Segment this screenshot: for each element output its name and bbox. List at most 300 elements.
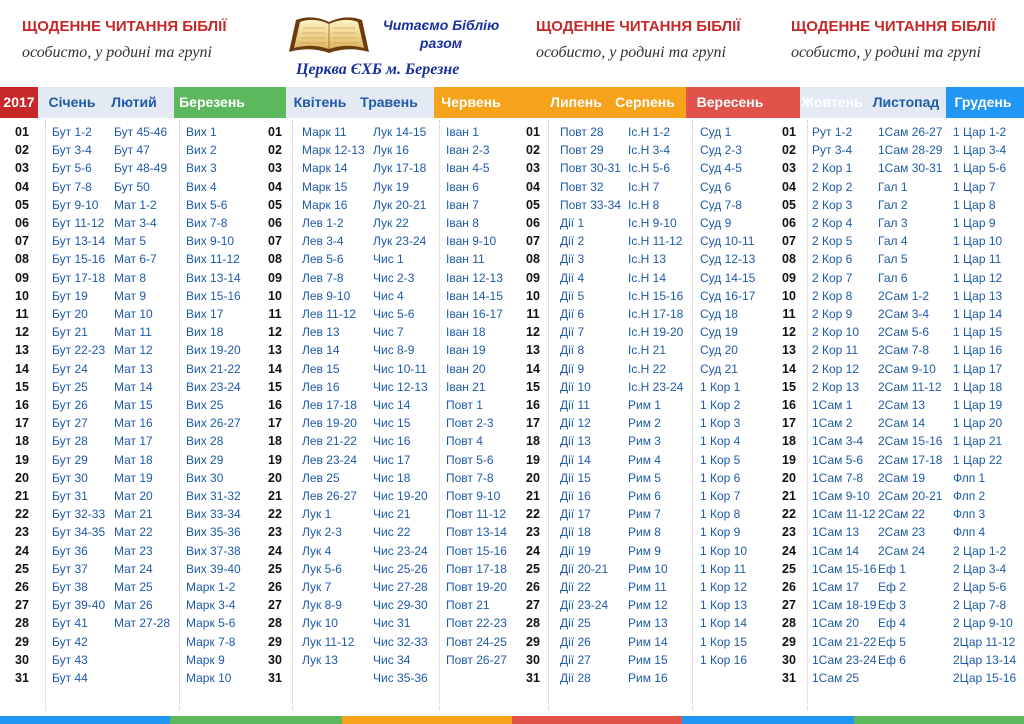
reading-cell: Дії 22 <box>560 580 591 594</box>
reading-cell: Суд 7-8 <box>700 197 742 212</box>
day-number: 14 <box>15 361 29 376</box>
reading-cell: 1 Кор 15 <box>700 634 748 649</box>
reading-cell: Іс.Н 7 <box>628 179 660 194</box>
day-number: 09 <box>526 270 540 285</box>
day-number: 28 <box>782 616 796 631</box>
month-label: Грудень <box>954 94 1012 110</box>
reading-cell: 1Сам 3-4 <box>812 434 864 449</box>
reading-cell: Дії 9 <box>560 361 585 376</box>
reading-cell: Повт 28 <box>560 125 604 139</box>
reading-cell: Мат 14 <box>114 379 153 394</box>
reading-cell: Рим 14 <box>628 634 668 649</box>
day-number: 12 <box>15 325 29 340</box>
day-number: 04 <box>15 179 29 194</box>
reading-cell: 1 Цар 8 <box>953 197 996 212</box>
reading-cell: 1Сам 21-22 <box>812 634 877 649</box>
day-number: 01 <box>268 125 282 139</box>
reading-cell: Суд 12-13 <box>700 252 756 267</box>
reading-cell: 1Сам 5-6 <box>812 452 864 467</box>
reading-cell: Суд 16-17 <box>700 288 756 303</box>
reading-cell: Лук 8-9 <box>302 598 342 613</box>
reading-cell: Бут 32-33 <box>52 507 106 522</box>
day-number: 16 <box>526 398 540 412</box>
reading-cell: Суд 1 <box>700 125 732 139</box>
day-number: 25 <box>15 561 29 576</box>
day-number: 05 <box>782 197 796 212</box>
reading-cell: Дії 12 <box>560 416 591 431</box>
month-label: Листопад <box>872 94 940 110</box>
day-number: 17 <box>15 416 29 431</box>
reading-cell: Дії 11 <box>560 398 590 412</box>
reading-cell: Мат 19 <box>114 470 153 485</box>
day-number: 20 <box>15 470 29 485</box>
column-divider <box>548 120 549 710</box>
day-number: 04 <box>526 179 540 194</box>
reading-cell: 1 Цар 14 <box>953 307 1003 321</box>
motto <box>372 16 510 52</box>
reading-cell: Повт 24-25 <box>446 634 507 649</box>
reading-cell: Чис 16 <box>373 434 411 449</box>
reading-cell: 2 Кор 6 <box>812 252 853 267</box>
reading-cell: 1 Кор 5 <box>700 452 741 467</box>
reading-cell: 2Сам 23 <box>878 525 926 540</box>
reading-cell: 1Сам 13 <box>812 525 860 540</box>
reading-cell: Бут 25 <box>52 379 88 394</box>
reading-cell: Повт 4 <box>446 434 483 449</box>
day-number: 04 <box>268 179 282 194</box>
day-number: 31 <box>526 671 540 685</box>
reading-cell: Повт 33-34 <box>560 197 621 212</box>
reading-cell: 1Сам 17 <box>812 580 860 594</box>
reading-cell: Вих 28 <box>186 434 224 449</box>
reading-cell: 1 Кор 8 <box>700 507 741 522</box>
reading-cell: Іван 21 <box>446 379 486 394</box>
reading-cell: Вих 37-38 <box>186 543 241 558</box>
day-number: 16 <box>268 398 282 412</box>
reading-cell: 2Сам 14 <box>878 416 926 431</box>
reading-cell: Повт 17-18 <box>446 561 507 576</box>
reading-cell: Мат 8 <box>114 270 147 285</box>
reading-cell: Лев 23-24 <box>302 452 357 467</box>
reading-cell: Вих 9-10 <box>186 234 235 249</box>
reading-cell: Гал 2 <box>878 197 908 212</box>
reading-cell: Чис 32-33 <box>373 634 428 649</box>
reading-cell: 2 Кор 13 <box>812 379 860 394</box>
month-label: Серпень <box>615 94 675 110</box>
reading-cell: 1Сам 1 <box>812 398 853 412</box>
reading-cell: Еф 4 <box>878 616 906 631</box>
reading-cell: Вих 15-16 <box>186 288 241 303</box>
reading-cell: Іван 1 <box>446 125 479 139</box>
day-number: 14 <box>526 361 540 376</box>
church-name: Церква ЄХБ м. Березне <box>296 61 460 78</box>
reading-cell: 1 Кор 1 <box>700 379 741 394</box>
reading-cell: Вих 17 <box>186 307 224 321</box>
day-number: 19 <box>782 452 796 467</box>
reading-cell: Іван 20 <box>446 361 486 376</box>
reading-cell: 1 Цар 21 <box>953 434 1003 449</box>
reading-cell: Рим 5 <box>628 470 661 485</box>
reading-cell: Лев 14 <box>302 343 340 358</box>
title-middle: ЩОДЕННЕ ЧИТАННЯ БІБЛІЇ <box>536 18 741 35</box>
reading-cell: 2 Кор 2 <box>812 179 853 194</box>
reading-cell: 1Сам 30-31 <box>878 161 943 176</box>
reading-cell: Рут 1-2 <box>812 125 853 139</box>
reading-cell: Рим 10 <box>628 561 668 576</box>
reading-cell: 1 Кор 11 <box>700 561 747 576</box>
column-divider <box>179 120 180 710</box>
day-number: 29 <box>782 634 796 649</box>
day-number: 29 <box>15 634 29 649</box>
reading-cell: Повт 9-10 <box>446 489 501 503</box>
reading-cell: Лук 20-21 <box>373 197 427 212</box>
column-divider <box>439 120 440 710</box>
reading-cell: Марк 1-2 <box>186 580 236 594</box>
reading-cell: 1Сам 23-24 <box>812 652 877 667</box>
reading-cell: Лев 13 <box>302 325 340 340</box>
day-number: 21 <box>268 489 282 503</box>
reading-cell: Іс.Н 11-12 <box>628 234 683 249</box>
reading-cell: Рим 3 <box>628 434 661 449</box>
reading-cell: Чис 23-24 <box>373 543 428 558</box>
reading-cell: Лук 4 <box>302 543 332 558</box>
reading-cell: Марк 15 <box>302 179 348 194</box>
reading-cell: Бут 21 <box>52 325 88 340</box>
day-number: 14 <box>782 361 796 376</box>
reading-cell: 1Сам 15-16 <box>812 561 877 576</box>
reading-cell: Дії 15 <box>560 470 591 485</box>
reading-cell: Повт 13-14 <box>446 525 507 540</box>
reading-cell: Бут 44 <box>52 671 88 685</box>
reading-cell: Чис 25-26 <box>373 561 428 576</box>
reading-cell: Бут 26 <box>52 398 88 412</box>
reading-cell: 2 Кор 10 <box>812 325 860 340</box>
reading-cell: Іс.Н 13 <box>628 252 667 267</box>
day-number: 24 <box>526 543 540 558</box>
day-number: 02 <box>268 143 282 158</box>
reading-cell: Іс.Н 22 <box>628 361 667 376</box>
reading-cell: Іс.Н 1-2 <box>628 125 671 139</box>
footer-strip-blue-2 <box>682 716 854 724</box>
reading-cell: Вих 2 <box>186 143 217 158</box>
day-number: 01 <box>782 125 796 139</box>
reading-cell: 1Сам 25 <box>812 671 860 685</box>
reading-cell: Вих 21-22 <box>186 361 241 376</box>
day-number: 05 <box>526 197 540 212</box>
reading-cell: Еф 3 <box>878 598 906 613</box>
reading-cell: Суд 10-11 <box>700 234 755 249</box>
reading-cell: 1 Кор 16 <box>700 652 748 667</box>
reading-cell: Лук 11-12 <box>302 634 355 649</box>
reading-cell: Чис 22 <box>373 525 411 540</box>
reading-cell: Чис 15 <box>373 416 411 431</box>
reading-cell: 2Сам 15-16 <box>878 434 943 449</box>
reading-cell: Вих 18 <box>186 325 224 340</box>
reading-cell: Дії 17 <box>560 507 591 522</box>
reading-cell: Повт 22-23 <box>446 616 507 631</box>
reading-cell: Суд 19 <box>700 325 738 340</box>
reading-cell: Іван 19 <box>446 343 486 358</box>
reading-cell: Лев 26-27 <box>302 489 357 503</box>
reading-cell: Лук 14-15 <box>373 125 427 139</box>
reading-cell: Дії 2 <box>560 234 585 249</box>
reading-cell: Марк 16 <box>302 197 348 212</box>
reading-cell: Мат 27-28 <box>114 616 171 631</box>
day-number: 25 <box>526 561 540 576</box>
day-number: 27 <box>526 598 540 613</box>
reading-cell: Повт 7-8 <box>446 470 494 485</box>
reading-cell: 1 Цар 18 <box>953 379 1003 394</box>
reading-cell: Мат 5 <box>114 234 147 249</box>
reading-cell: Бут 3-4 <box>52 143 92 158</box>
reading-cell: Мат 17 <box>114 434 153 449</box>
reading-cell: Лев 1-2 <box>302 216 344 230</box>
day-number: 02 <box>526 143 540 158</box>
day-number: 28 <box>268 616 282 631</box>
reading-cell: Іс.Н 5-6 <box>628 161 671 176</box>
reading-cell: Лук 17-18 <box>373 161 427 176</box>
reading-cell: 1Сам 11-12 <box>812 507 876 522</box>
reading-cell: Іс.Н 19-20 <box>628 325 684 340</box>
day-number: 26 <box>15 580 29 594</box>
reading-cell: Чис 8-9 <box>373 343 415 358</box>
reading-cell: 1 Кор 12 <box>700 580 748 594</box>
day-number: 08 <box>526 252 540 267</box>
reading-cell: Гал 6 <box>878 270 908 285</box>
reading-cell: Дії 26 <box>560 634 591 649</box>
day-number: 10 <box>15 288 29 303</box>
footer-strip-green-2 <box>854 716 1024 724</box>
subtitle-left: особисто, у родині та групі <box>22 44 212 61</box>
day-number: 23 <box>526 525 540 540</box>
reading-cell: Флп 3 <box>953 507 986 522</box>
reading-cell: Чис 27-28 <box>373 580 428 594</box>
day-number: 27 <box>268 598 282 613</box>
reading-cell: Флп 2 <box>953 489 986 503</box>
day-number: 17 <box>782 416 796 431</box>
day-number: 18 <box>15 434 29 449</box>
reading-cell: Мат 12 <box>114 343 153 358</box>
reading-cell: Повт 11-12 <box>446 507 507 522</box>
reading-cell: Еф 5 <box>878 634 906 649</box>
reading-cell: 1 Кор 7 <box>700 489 741 503</box>
day-number: 22 <box>782 507 796 522</box>
reading-cell: Вих 3 <box>186 161 217 176</box>
day-number: 16 <box>782 398 796 412</box>
reading-cell: Іс.Н 8 <box>628 197 660 212</box>
reading-cell: Лев 16 <box>302 379 340 394</box>
day-number: 30 <box>782 652 796 667</box>
reading-cell: 1Сам 14 <box>812 543 860 558</box>
reading-cell: Вих 33-34 <box>186 507 241 522</box>
reading-cell: 2Сам 19 <box>878 470 926 485</box>
reading-cell: Мат 18 <box>114 452 153 467</box>
reading-cell: Суд 4-5 <box>700 161 742 176</box>
reading-cell: 2 Цар 9-10 <box>953 616 1013 631</box>
reading-cell: Дії 25 <box>560 616 591 631</box>
day-number: 09 <box>782 270 796 285</box>
motto-line-1: Читаємо Біблію <box>382 17 500 33</box>
day-number: 09 <box>15 270 29 285</box>
reading-cell: 1Сам 7-8 <box>812 470 864 485</box>
reading-cell: 2Сам 7-8 <box>878 343 930 358</box>
footer-strip-red <box>512 716 682 724</box>
reading-cell: Бут 41 <box>52 616 88 631</box>
reading-cell: Лук 19 <box>373 179 409 194</box>
reading-cell: Вих 31-32 <box>186 489 241 503</box>
reading-cell: Еф 6 <box>878 652 906 667</box>
day-number: 12 <box>268 325 282 340</box>
day-number: 09 <box>268 270 282 285</box>
reading-cell: 2Сам 9-10 <box>878 361 936 376</box>
reading-cell: Мат 9 <box>114 288 147 303</box>
day-number: 08 <box>782 252 796 267</box>
reading-cell: Повт 1 <box>446 398 483 412</box>
reading-cell: Гал 3 <box>878 216 908 230</box>
day-number: 02 <box>15 143 29 158</box>
day-number: 13 <box>526 343 540 358</box>
reading-cell: Мат 21 <box>114 507 153 522</box>
day-number: 25 <box>782 561 796 576</box>
day-number: 24 <box>782 543 796 558</box>
day-number: 24 <box>15 543 29 558</box>
day-number: 06 <box>15 216 29 230</box>
reading-cell: Іс.Н 23-24 <box>628 379 684 394</box>
day-number: 23 <box>268 525 282 540</box>
reading-cell: Іван 18 <box>446 325 486 340</box>
reading-cell: 1 Кор 2 <box>700 398 741 412</box>
reading-cell: 1Сам 28-29 <box>878 143 943 158</box>
reading-cell: Бут 47 <box>114 143 150 158</box>
reading-cell: 2Сам 1-2 <box>878 288 930 303</box>
day-number: 04 <box>782 179 796 194</box>
reading-cell: Мат 25 <box>114 580 153 594</box>
reading-cell: Мат 10 <box>114 307 153 321</box>
reading-cell: Чис 17 <box>373 452 411 467</box>
month-label: Березень <box>179 94 245 110</box>
day-number: 27 <box>15 598 29 613</box>
reading-cell: 1 Цар 9 <box>953 216 996 230</box>
reading-cell: 2 Кор 8 <box>812 288 853 303</box>
reading-cell: 1 Кор 4 <box>700 434 741 449</box>
reading-cell: Чис 7 <box>373 325 404 340</box>
reading-cell: Чис 31 <box>373 616 411 631</box>
reading-cell: Лев 17-18 <box>302 398 357 412</box>
day-number: 19 <box>268 452 282 467</box>
reading-cell: Рим 11 <box>628 580 667 594</box>
reading-cell: Повт 21 <box>446 598 490 613</box>
day-number: 11 <box>782 307 796 321</box>
reading-cell: Флп 1 <box>953 470 986 485</box>
reading-cell: Вих 4 <box>186 179 217 194</box>
day-number: 22 <box>15 507 29 522</box>
day-number: 13 <box>268 343 282 358</box>
reading-cell: Марк 12-13 <box>302 143 365 158</box>
reading-cell: Лук 2-3 <box>302 525 342 540</box>
reading-cell: Лев 7-8 <box>302 270 344 285</box>
reading-cell: Бут 9-10 <box>52 197 99 212</box>
reading-cell: 2Цар 13-14 <box>953 652 1017 667</box>
day-number: 06 <box>526 216 540 230</box>
reading-cell: Мат 13 <box>114 361 153 376</box>
day-number: 20 <box>268 470 282 485</box>
reading-cell: Бут 36 <box>52 543 88 558</box>
reading-cell: Бут 50 <box>114 179 150 194</box>
day-number: 31 <box>268 671 282 685</box>
reading-cell: 1Сам 20 <box>812 616 860 631</box>
day-number: 06 <box>782 216 796 230</box>
month-label: Червень <box>441 94 501 110</box>
day-number: 03 <box>268 161 282 176</box>
reading-cell: Вих 30 <box>186 470 224 485</box>
reading-cell: 1 Цар 19 <box>953 398 1003 412</box>
subtitle-middle: особисто, у родині та групі <box>536 44 726 61</box>
reading-cell: 2 Кор 7 <box>812 270 853 285</box>
reading-cell: 2 Кор 11 <box>812 343 859 358</box>
day-number: 20 <box>782 470 796 485</box>
reading-cell: Еф 2 <box>878 580 906 594</box>
reading-cell: Суд 9 <box>700 216 732 230</box>
reading-cell: Бут 37 <box>52 561 88 576</box>
reading-cell: Мат 6-7 <box>114 252 157 267</box>
reading-cell: Лев 9-10 <box>302 288 351 303</box>
reading-cell: 2Сам 3-4 <box>878 307 930 321</box>
footer-strip-orange <box>342 716 512 724</box>
reading-cell: Бут 19 <box>52 288 88 303</box>
day-number: 24 <box>268 543 282 558</box>
reading-cell: Бут 11-12 <box>52 216 105 230</box>
reading-cell: Мат 3-4 <box>114 216 157 230</box>
day-number: 10 <box>526 288 540 303</box>
reading-cell: Бут 1-2 <box>52 125 92 139</box>
reading-cell: Бут 27 <box>52 416 88 431</box>
reading-cell: Дії 4 <box>560 270 585 285</box>
reading-cell: Гал 1 <box>878 179 908 194</box>
reading-cell: Мат 26 <box>114 598 153 613</box>
motto-line-2: разом <box>419 35 463 51</box>
day-number: 29 <box>526 634 540 649</box>
day-number: 30 <box>15 652 29 667</box>
reading-cell: Мат 24 <box>114 561 153 576</box>
day-number: 28 <box>526 616 540 631</box>
reading-cell: 1 Цар 12 <box>953 270 1003 285</box>
day-number: 25 <box>268 561 282 576</box>
reading-cell: Марк 11 <box>302 125 347 139</box>
reading-cell: Чис 4 <box>373 288 404 303</box>
reading-cell: 2 Кор 12 <box>812 361 860 376</box>
day-number: 02 <box>782 143 796 158</box>
day-number: 03 <box>782 161 796 176</box>
month-label: Січень <box>48 94 96 110</box>
reading-cell: Дії 20-21 <box>560 561 609 576</box>
reading-cell: Вих 25 <box>186 398 224 412</box>
day-number: 30 <box>526 652 540 667</box>
day-number: 26 <box>526 580 540 594</box>
day-number: 23 <box>15 525 29 540</box>
day-number: 31 <box>782 671 796 685</box>
reading-cell: 1 Кор 3 <box>700 416 741 431</box>
reading-cell: Бут 39-40 <box>52 598 106 613</box>
day-number: 10 <box>782 288 796 303</box>
reading-cell: Марк 7-8 <box>186 634 236 649</box>
reading-cell: Лук 7 <box>302 580 332 594</box>
reading-cell: Лев 25 <box>302 470 340 485</box>
day-number: 21 <box>526 489 540 503</box>
reading-cell: Лук 23-24 <box>373 234 427 249</box>
reading-cell: Вих 13-14 <box>186 270 241 285</box>
day-number: 05 <box>268 197 282 212</box>
reading-cell: Іс.Н 3-4 <box>628 143 671 158</box>
